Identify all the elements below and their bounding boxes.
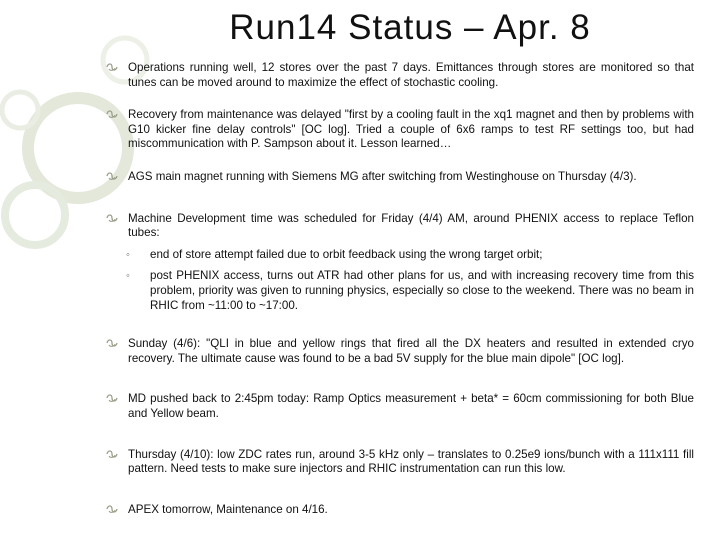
list-item — [128, 503, 694, 518]
list-item — [128, 448, 694, 477]
list-item — [128, 392, 694, 421]
hollow-circle-icon: ◦ — [126, 270, 130, 283]
bullet-text: APEX tomorrow, Maintenance on 4/16. — [128, 502, 328, 516]
bullet-text: MD pushed back to 2:45pm today: Ramp Optics measurement + beta* = 60cm commissioning for both Blue and Yellow beam. — [128, 392, 694, 420]
list-item — [128, 170, 694, 185]
sub-list-item — [126, 269, 694, 313]
slide-title: Run14 Status – Apr. 8 — [229, 8, 591, 47]
list-item — [128, 212, 694, 241]
bullet-text: AGS main magnet running with Siemens MG after switching from Westinghouse on Thursday (4/3). — [128, 169, 637, 183]
swirl-bullet-icon — [106, 171, 118, 181]
bullet-text: Sunday (4/6): "QLI in blue and yellow rings that fired all the DX heaters and resulted in extended cryo recovery. The ultimate cause was found to be a bad 5V supply for the blue main dipole" [OC log]. — [128, 337, 694, 365]
bullet-text: Machine Development time was scheduled for Friday (4/4) AM, around PHENIX access to replace Teflon tubes: — [128, 211, 694, 240]
swirl-bullet-icon — [106, 62, 118, 72]
bullet-text: Recovery from maintenance was delayed "first by a cooling fault in the xq1 magnet and then by problems with G10 kicker fine delay controls" [OC log]. Tried a couple of 6x6 ramps to test RF settings too, but had miscommunication with P. Sampson about it. Lesson learned… — [128, 108, 694, 151]
list-item — [128, 337, 694, 366]
list-item — [128, 108, 694, 152]
bullet-text: Operations running well, 12 stores over the past 7 days. Emittances through stores are monitored so that tunes can be moved around to maximize the effect of stochastic cooling. — [128, 61, 694, 89]
list-item — [128, 61, 694, 90]
decor-ring-tiny — [2, 92, 38, 128]
sub-bullet-text: end of store attempt failed due to orbit feedback using the wrong target orbit; — [150, 247, 543, 261]
swirl-bullet-icon — [106, 504, 118, 514]
swirl-bullet-icon — [106, 449, 118, 459]
decor-ring-small — [5, 185, 65, 245]
sub-bullet-text: post PHENIX access, turns out ATR had other plans for us, and with increasing recovery time from this problem, priority was given to running physics, especially so close to the weekend. There was no beam in RHIC from ~11:00 to ~17:00. — [150, 269, 694, 312]
bullet-list — [128, 61, 694, 517]
hollow-circle-icon: ◦ — [126, 248, 130, 261]
swirl-bullet-icon — [106, 393, 118, 403]
swirl-bullet-icon — [106, 338, 118, 348]
swirl-bullet-icon — [106, 109, 118, 119]
bullet-text: Thursday (4/10): low ZDC rates run, around 3-5 kHz only – translates to 0.25e9 ions/bunch with a 111x111 fill pattern. Need tests to make sure injectors and RHIC instrumentation can run this low. — [128, 447, 694, 476]
swirl-bullet-icon — [106, 213, 118, 223]
sub-list-item — [126, 247, 694, 263]
